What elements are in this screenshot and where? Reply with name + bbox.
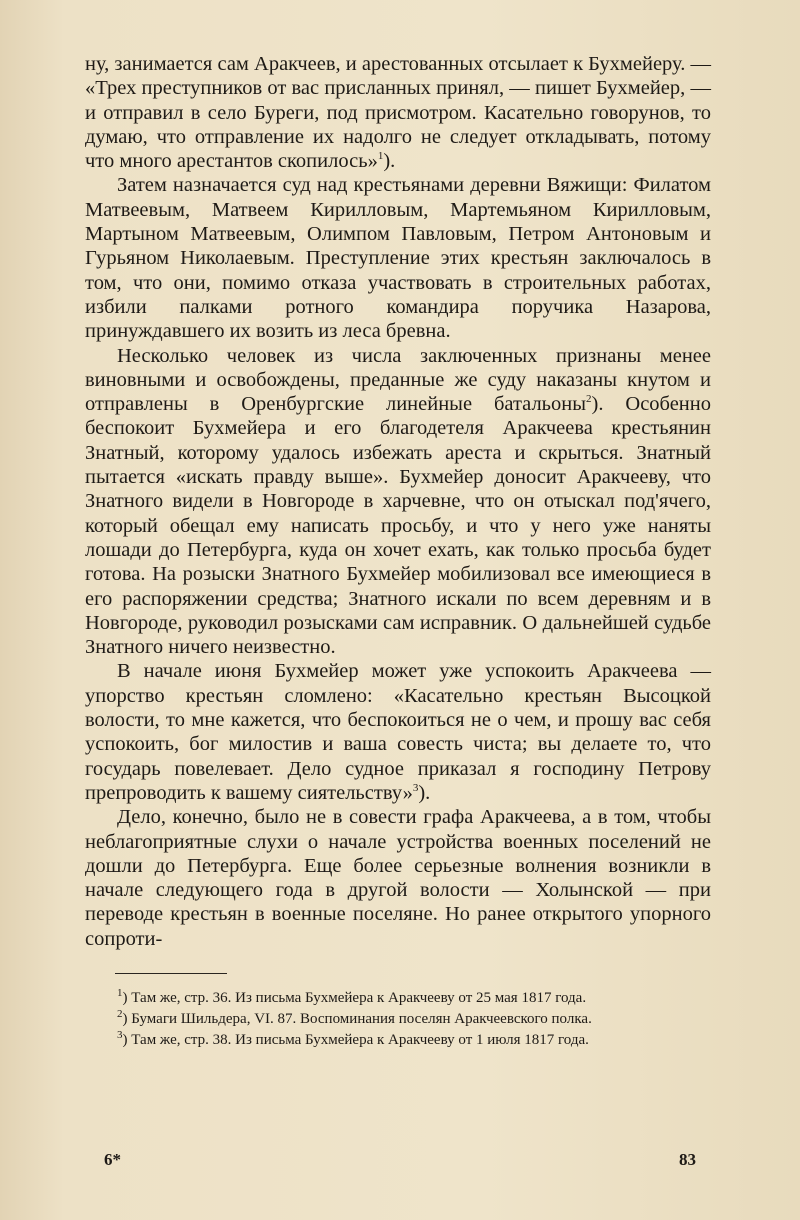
footnote-divider xyxy=(115,973,227,974)
paragraph-4: В начале июня Бухмейер может уже успокоить Аракчеева — упорство крестьян сломлено: «Касательно крестьян Высоцкой волости, то мне кажется, что беспокоиться не о чем, и прошу вас себя успокоить, бог милостив и ваша совесть чиста; вы делаете то, что государь повелевает. Дело судное приказал я господину Петрову препроводить к вашему сиятельству»$^3$). xyxy=(85,660,711,804)
footnote-2: $^2$) Бумаги Шильдера, VI. 87. Воспоминания поселян Аракчеевского полка. xyxy=(117,1007,592,1027)
paragraph-1: ну, занимается сам Аракчеев, и арестованных отсылает к Бухмейеру. — «Трех преступников от вас присланных принял, — пишет Бухмейер, — и отправил в село Буреги, под присмотром. Касательно говорунов, то думаю, что отправление их надолго не следует откладывать, потому что много арестантов скопилось»$^1$). xyxy=(85,53,711,173)
footnote-ref-1: 1 xyxy=(377,150,384,163)
paragraph-5: Дело, конечно, было не в совести графа Аракчеева, а в том, чтобы неблагоприятные слухи о начале устройства военных поселений не дошли до Петербурга. Еще более серьезные волнения возникли в начале следующего года в другой волости — Холынской — при переводе крестьян в военные поселяне. Но ранее открытого упорного сопроти- xyxy=(85,806,711,950)
paragraph-3: Несколько человек из числа заключенных признаны менее виновными и освобождены, преданные же суду наказаны кнутом и отправлены в Оренбургские линейные батальоны$^2$). Особенно беспокоит Бухмейера и его благодетеля Аракчеева крестьянин Знатный, которому удалось избежать ареста и скрыться. Знатный пытается «искать правду выше». Бухмейер доносит Аракчееву, что Знатного видели в Новгороде в харчевне, что он отыскал под'ячего, который обещал ему написать просьбу, и что у него уже наняты лошади до Петербурга, куда он хочет ехать, как только просьба будет готова. На розыски Знатного Бухмейер мобилизовал все имеющиеся в его распоряжении средства; Знатного искали по всем деревням и в Новгороде, руководил розысками сам исправник. О дальнейшей судьбе Знатного ничего неизвестно. xyxy=(85,344,711,659)
footnote-ref-2: 2 xyxy=(586,393,592,406)
page-number: 83 xyxy=(679,1150,696,1169)
footnote-ref-3: 3 xyxy=(412,782,419,795)
footnote-1: $^1$) Там же, стр. 36. Из письма Бухмейера к Аракчееву от 25 мая 1817 года. xyxy=(117,986,587,1006)
main-text xyxy=(85,52,711,1051)
paragraph-2: Затем назначается суд над крестьянами деревни Вяжищи: Филатом Матвеевым, Матвеем Кирилловым, Мартемьяном Кирилловым, Мартыном Матвеевым, Олимпом Павловым, Петром Антоновым и Гурьяном Николаевым. Преступление этих крестьян заключалось в том, что они, помимо отказа участвовать в строительных работах, избили палками ротного командира поручика Назарова, принуждавшего их возить из леса бревна. xyxy=(85,174,711,343)
footnote-3: $^3$) Там же, стр. 38. Из письма Бухмейера к Аракчееву от 1 июля 1817 года. xyxy=(117,1028,589,1048)
signature-mark: 6* xyxy=(104,1150,121,1169)
page-footer xyxy=(104,1150,696,1170)
